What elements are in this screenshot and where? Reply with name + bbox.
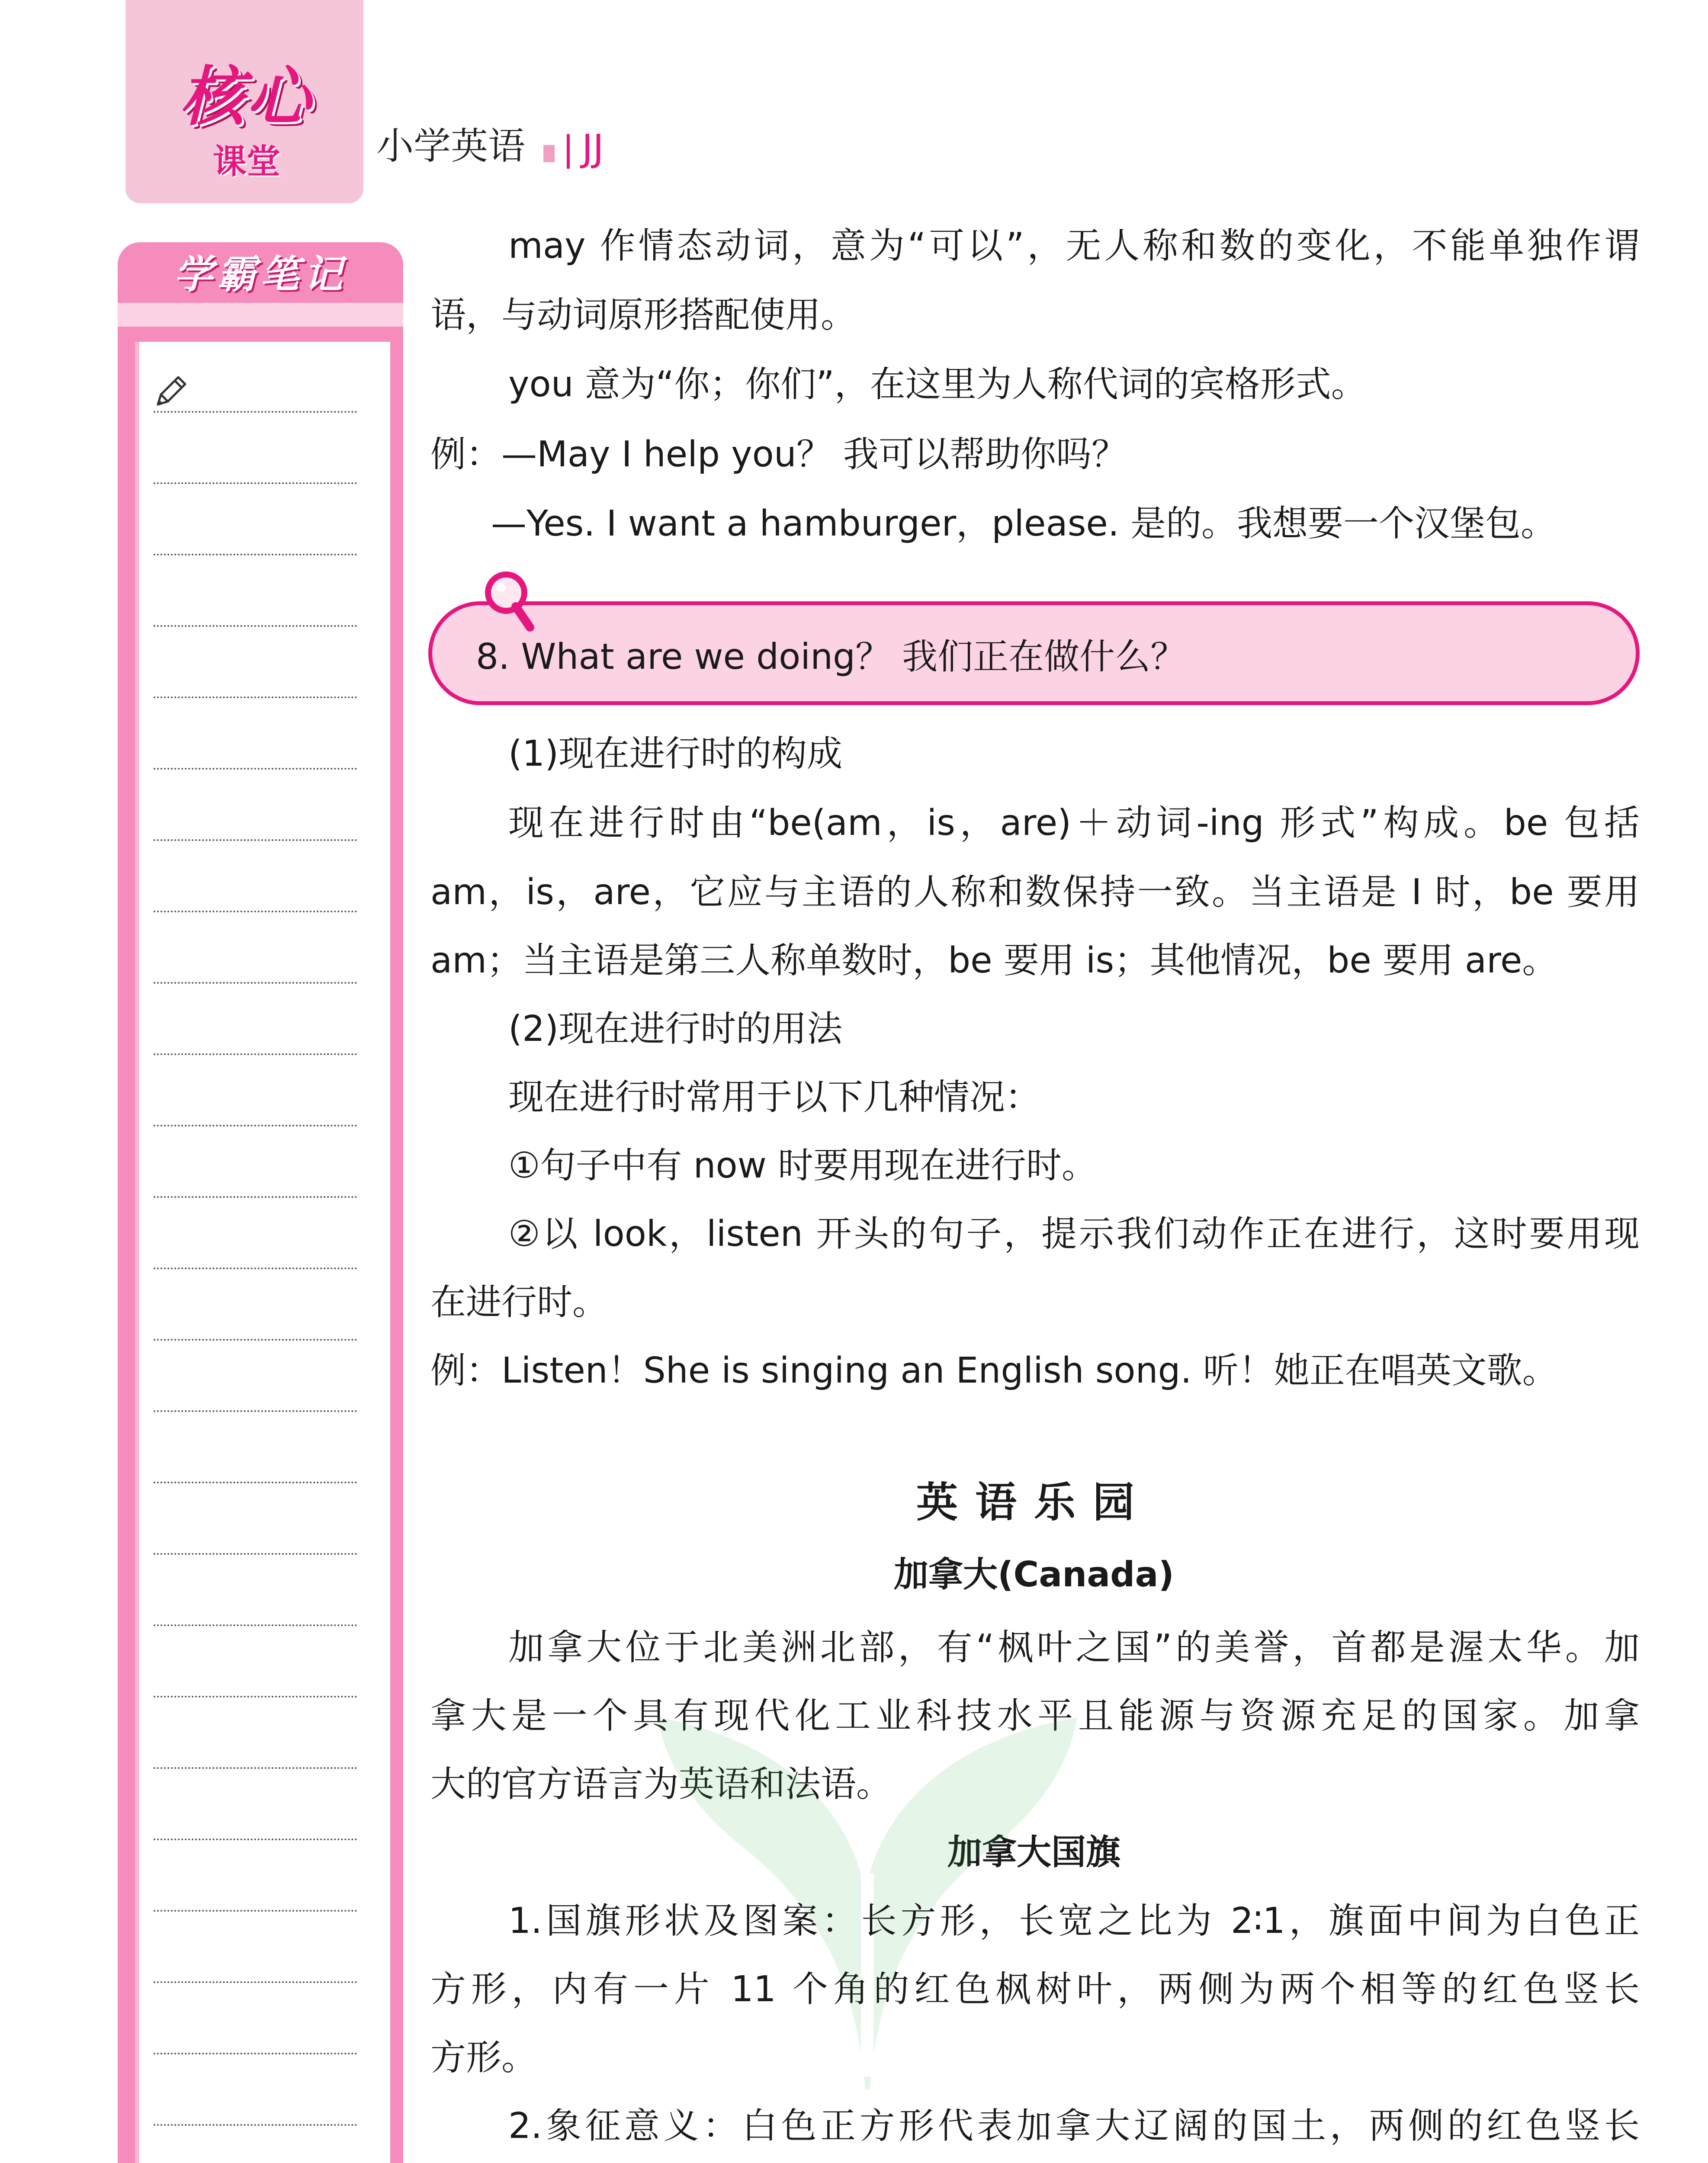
paragraph-line: 现在进行时常用于以下几种情况： [508, 1077, 1041, 1118]
paragraph-line: 1.国旗形状及图案：长方形，长宽之比为 2∶1，旗面中间为白色正 [508, 1900, 1640, 1942]
notes-ruling-line [154, 1981, 357, 1983]
example-line: 例：Listen！She is singing an English song. 听！她正在唱英文歌。 [430, 1350, 1558, 1391]
notes-ruling-line [154, 554, 357, 555]
notes-header-band [118, 303, 403, 327]
paragraph-line: 现在进行时由“be(am，is，are)＋动词-ing 形式”构成。be 包括 [508, 802, 1640, 844]
notes-ruling-line [154, 982, 357, 984]
paragraph-line: 语，与动词原形搭配使用。 [430, 295, 857, 336]
paragraph-line: 拿大是一个具有现代化工业科技水平且能源与资源充足的国家。加拿 [430, 1695, 1640, 1736]
notes-ruling-line [154, 1767, 357, 1769]
paragraph-line: am；当主语是第三人称单数时，be 要用 is；其他情况，be 要用 are。 [430, 940, 1558, 981]
paragraph-line: 方形，内有一片 11 个角的红色枫树叶，两侧为两个相等的红色竖长 [430, 1969, 1640, 2010]
paragraph-line: may 作情态动词，意为“可以”，无人称和数的变化，不能单独作谓 [508, 225, 1640, 266]
paragraph-line: 大的官方语言为英语和法语。 [430, 1764, 892, 1805]
list-item: 在进行时。 [430, 1282, 608, 1323]
paragraph-line: 2.象征意义：白色正方形代表加拿大辽阔的国土，两侧的红色竖长 [508, 2105, 1640, 2147]
header-square-decoration [543, 145, 555, 162]
notes-ruling-line [154, 1053, 357, 1055]
notes-ruling-line [154, 2053, 357, 2054]
paragraph-line: 加拿大位于北美洲北部，有“枫叶之国”的美誉，首都是渥太华。加 [508, 1627, 1640, 1668]
notes-title: 学霸笔记 [174, 252, 347, 297]
section-heading: 8. What are we doing？ 我们正在做什么？ [476, 636, 1186, 677]
example-line: 例：—May I help you？ 我可以帮助你吗？ [430, 434, 1127, 475]
logo-title: 核心 [180, 60, 313, 134]
notes-ruling-line [154, 1624, 357, 1626]
list-item: ②以 look，listen 开头的句子，提示我们动作正在进行，这时要用现 [508, 1213, 1640, 1255]
example-line: —Yes. I want a hamburger，please. 是的。我想要一个汉堡包。 [491, 503, 1557, 544]
notes-ruling-line [154, 1696, 357, 1698]
magnifier-icon [476, 567, 541, 632]
notes-ruling-line [154, 411, 357, 413]
notes-ruling-line [154, 1268, 357, 1269]
paragraph-line: am，is，are，它应与主语的人称和数保持一致。当主语是 I 时，be 要用 [430, 872, 1640, 913]
article-subtitle: 加拿大国旗 [947, 1832, 1120, 1872]
notes-ruling-line [154, 1196, 357, 1198]
notes-lines [154, 411, 357, 2163]
article-title: 加拿大(Canada) [893, 1554, 1174, 1595]
subheading: (1)现在进行时的构成 [508, 733, 843, 774]
notes-ruling-line [154, 1910, 357, 1912]
header-divider [567, 134, 570, 169]
pencil-icon [151, 372, 190, 411]
notes-ruling-line [154, 2124, 357, 2126]
notes-ruling-line [154, 696, 357, 698]
notes-ruling-line [154, 1410, 357, 1412]
notes-ruling-line [154, 1553, 357, 1555]
paragraph-line: 方形。 [430, 2037, 537, 2078]
notes-ruling-line [154, 1125, 357, 1126]
notes-ruling-line [154, 1482, 357, 1483]
list-item: ①句子中有 now 时要用现在进行时。 [508, 1145, 1097, 1186]
notes-ruling-line [154, 625, 357, 627]
edition-label: JJ [582, 127, 604, 170]
logo-subtitle: 课堂 [212, 142, 280, 181]
notes-ruling-line [154, 1839, 357, 1840]
paragraph-line: you 意为“你；你们”，在这里为人称代词的宾格形式。 [508, 364, 1367, 405]
section-title: 英语乐园 [916, 1478, 1152, 1527]
notes-ruling-line [154, 768, 357, 770]
subject-title: 小学英语 [376, 125, 525, 168]
notes-ruling-line [154, 839, 357, 841]
notes-ruling-line [154, 1339, 357, 1341]
notes-ruling-line [154, 911, 357, 912]
notes-ruling-line [154, 482, 357, 484]
subheading: (2)现在进行时的用法 [508, 1008, 843, 1049]
